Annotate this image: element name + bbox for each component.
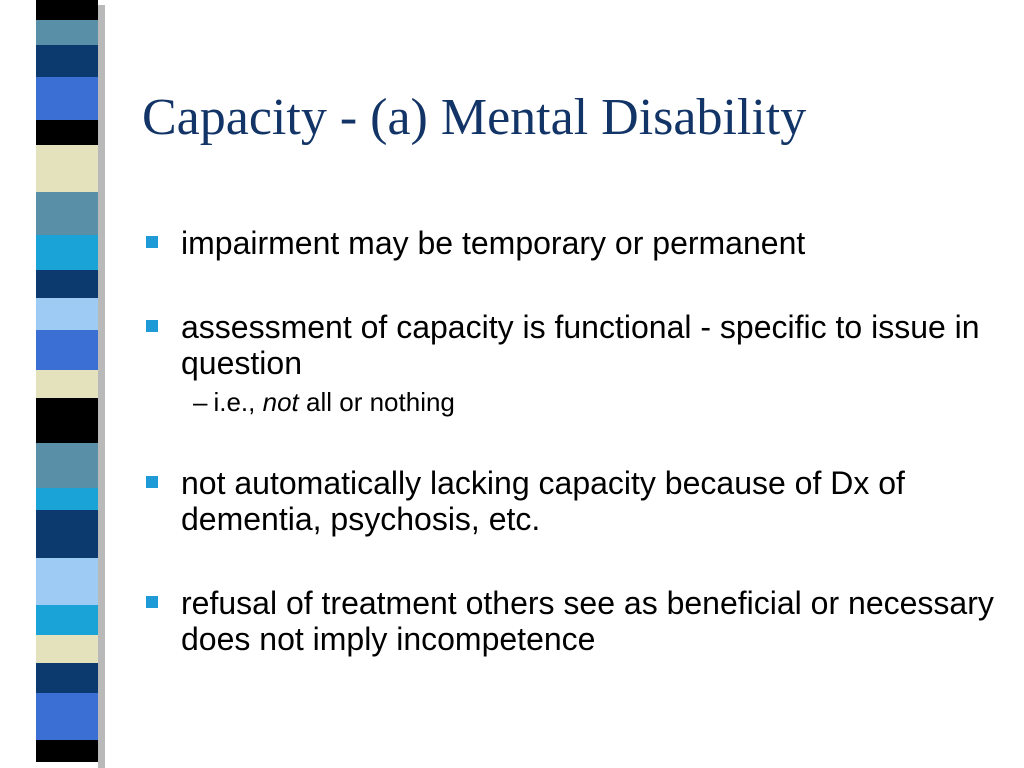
stripe [36, 693, 98, 740]
bullet-list [142, 225, 1002, 705]
stripe [36, 635, 98, 663]
bullet-item [142, 585, 1002, 657]
stripe [36, 510, 98, 558]
stripe [36, 398, 98, 443]
bullet-text: assessment of capacity is functional - specific to issue in question [181, 309, 980, 381]
sub-bullet-emphasis: not [262, 387, 299, 417]
stripe [36, 762, 98, 768]
stripe [36, 192, 98, 235]
stripe [36, 443, 98, 488]
sub-bullet-prefix: i.e., [213, 387, 256, 417]
decorative-stripe-bar [36, 0, 98, 768]
stripe [36, 298, 98, 330]
stripe [36, 77, 98, 120]
sub-bullet-suffix: all or nothing [306, 387, 455, 417]
bullet-item [142, 309, 1002, 417]
slide-title: Capacity - (a) Mental Disability [142, 89, 807, 146]
bullet-text: impairment may be temporary or permanent [181, 225, 806, 261]
dash-marker: – [193, 387, 208, 417]
stripe [36, 558, 98, 605]
stripe [36, 120, 98, 145]
stripe [36, 145, 98, 192]
bullet-item [142, 225, 1002, 261]
stripe [36, 0, 98, 20]
stripe [36, 330, 98, 370]
square-bullet-icon [146, 320, 158, 332]
stripe [36, 45, 98, 77]
stripe [36, 663, 98, 693]
stripe [36, 235, 98, 270]
bullet-text: not automatically lacking capacity because of Dx of dementia, psychosis, etc. [181, 465, 905, 537]
bullet-item [142, 465, 1002, 537]
square-bullet-icon [146, 596, 158, 608]
stripe [36, 20, 98, 45]
square-bullet-icon [146, 236, 158, 248]
square-bullet-icon [146, 476, 158, 488]
sub-bullet-list [181, 387, 1002, 417]
bullet-text: refusal of treatment others see as beneficial or necessary does not imply incompetence [181, 585, 994, 657]
stripe [36, 488, 98, 510]
stripe [36, 605, 98, 635]
stripe [36, 370, 98, 398]
stripe [36, 740, 98, 762]
stripe [36, 270, 98, 298]
sub-bullet-item [181, 387, 1002, 417]
